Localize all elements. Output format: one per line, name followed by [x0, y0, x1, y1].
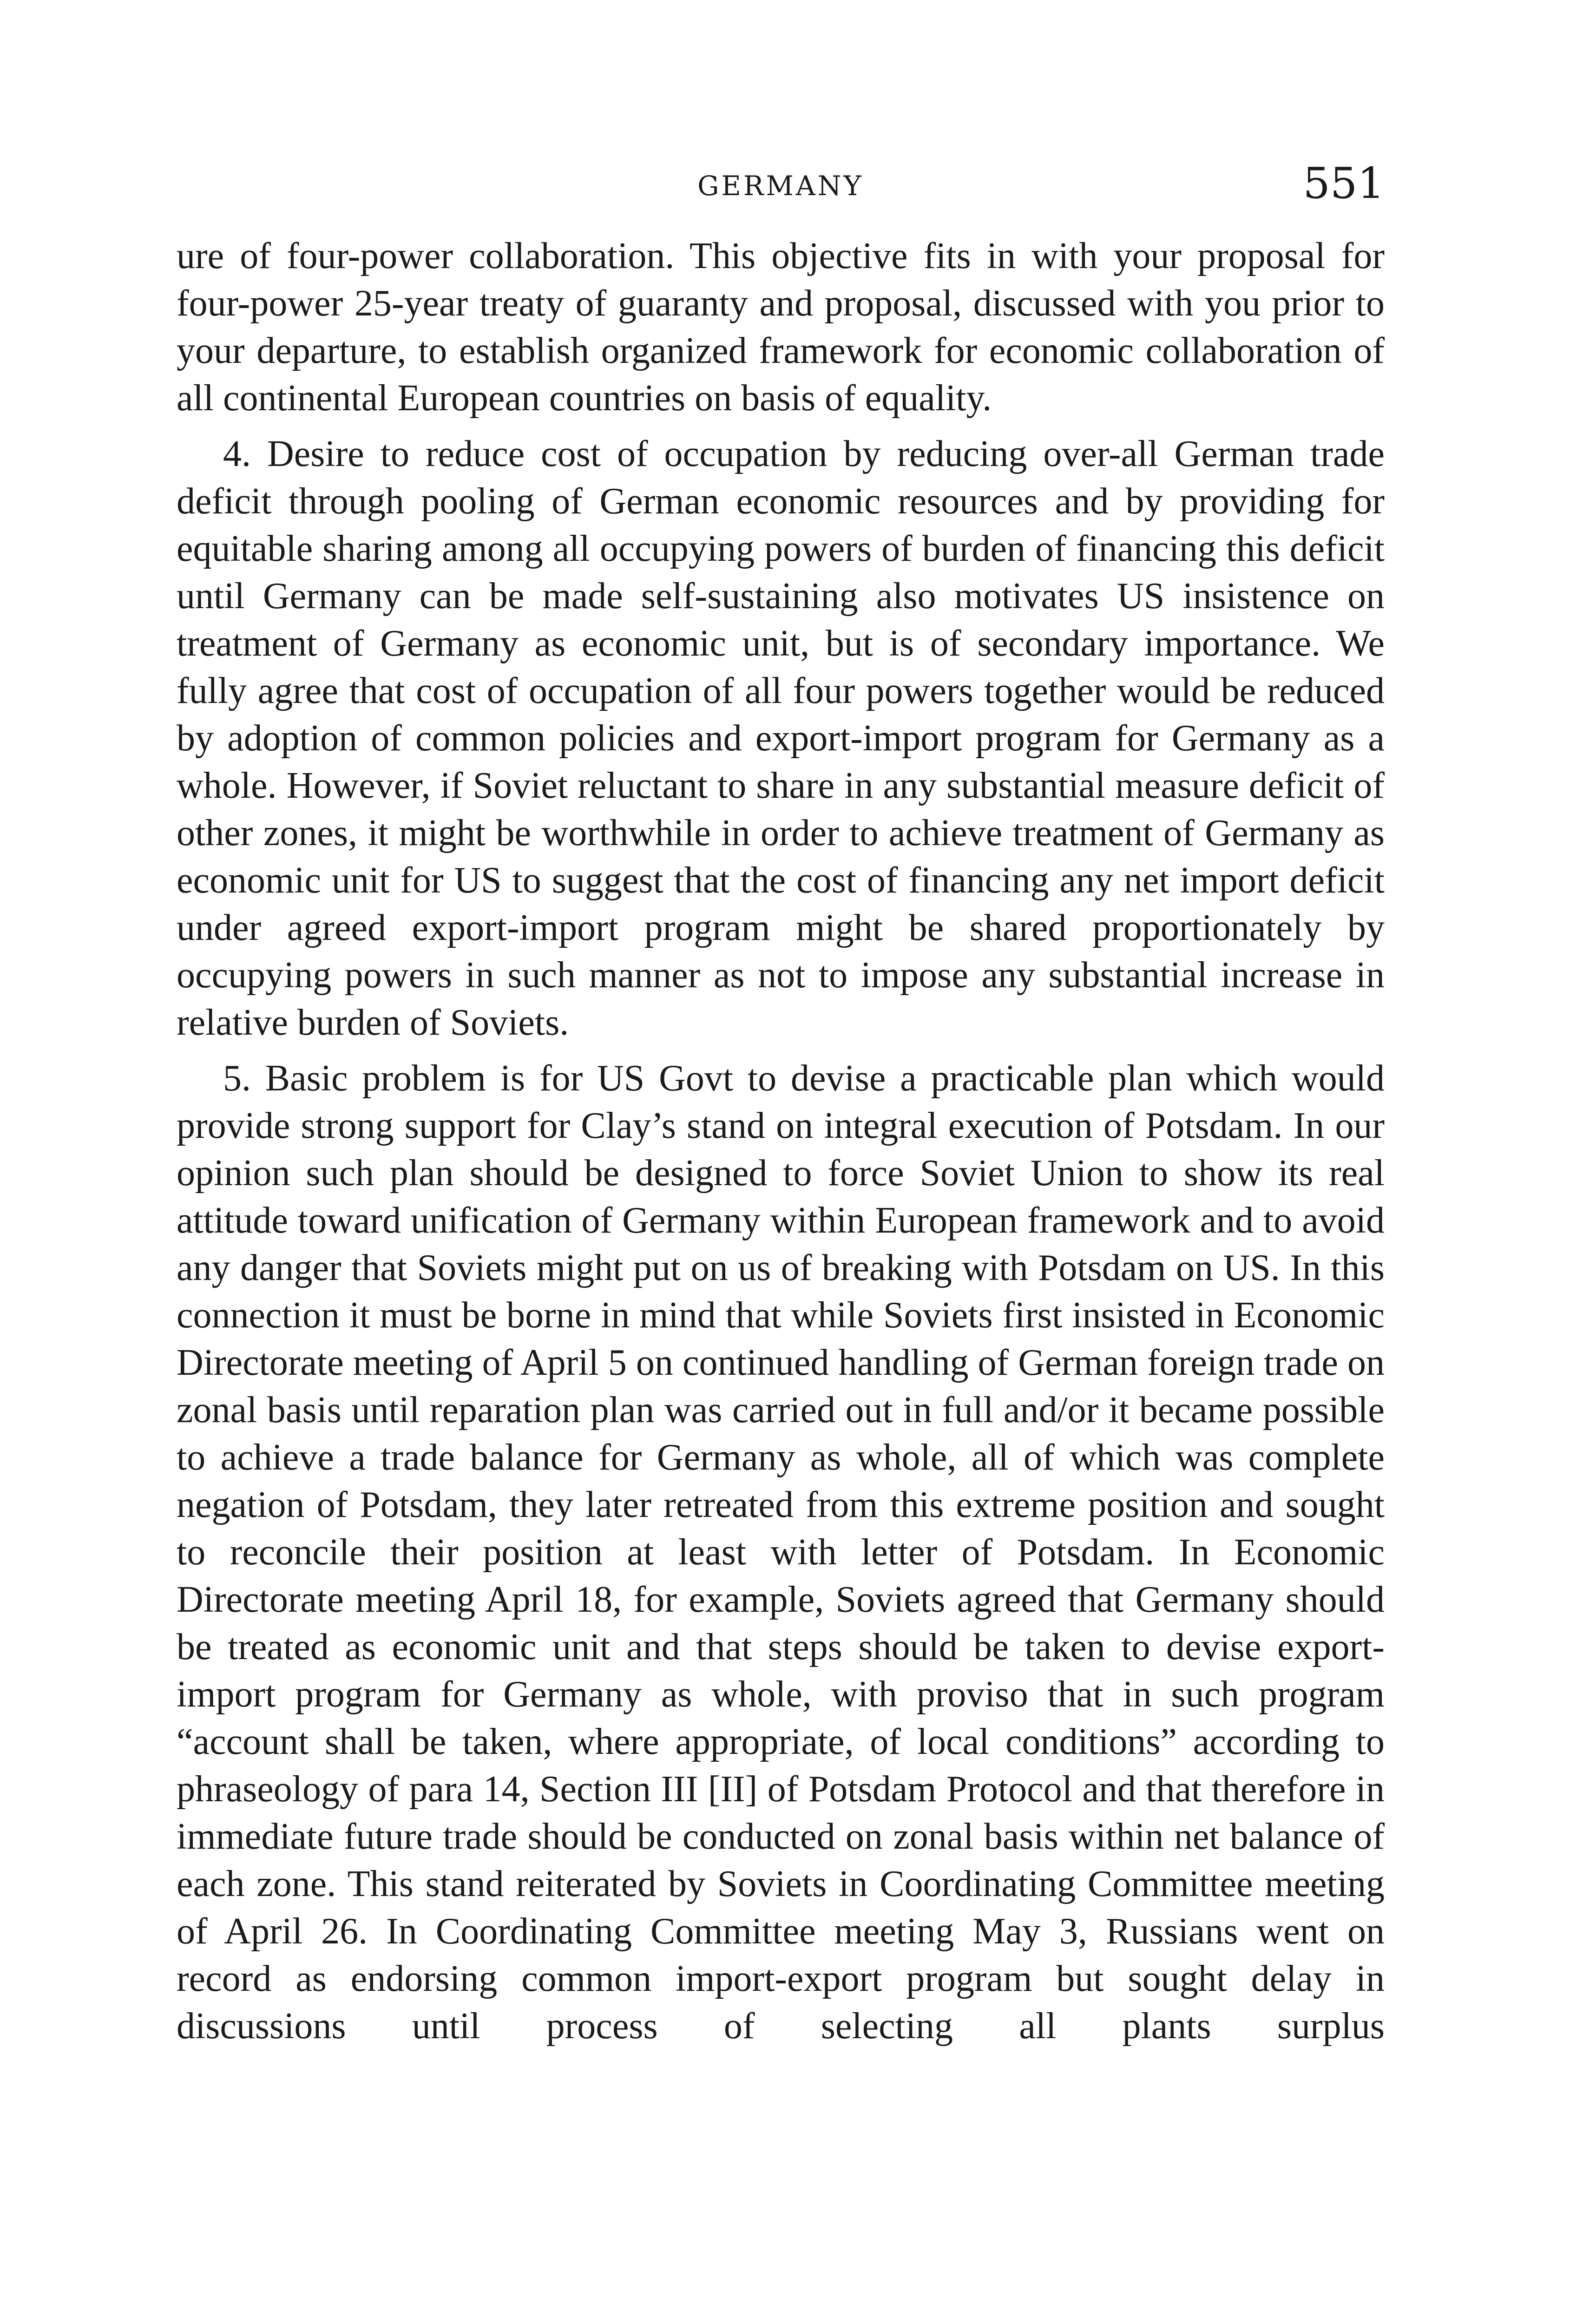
- paragraph-5: 5. Basic problem is for US Govt to devise a practicable plan which would provide strong support for Clay’s stand on integral execution of Potsdam. In our opinion such plan should be designed to force Soviet Union to show its real attitude toward unification of Germany within European framework and to avoid any danger that Soviets might put on us of breaking with Potsdam on US. In this connection it must be borne in mind that while Soviets first insisted in Economic Directorate meeting of April 5 on continued handling of German foreign trade on zonal basis until reparation plan was carried out in full and/or it became possible to achieve a trade balance for Germany as whole, all of which was complete negation of Potsdam, they later retreated from this extreme position and sought to reconcile their position at least with letter of Potsdam. In Economic Directorate meeting April 18, for example, Soviets agreed that Germany should be treated as economic unit and that steps should be taken to devise export-import program for Germany as whole, with proviso that in such program “account shall be taken, where appropriate, of local conditions” according to phraseology of para 14, Section III [II] of Potsdam Protocol and that therefore in immediate future trade should be conducted on zonal basis within net balance of each zone. This stand reiterated by Soviets in Coordinating Committee meeting of April 26. In Coordinating Committee meeting May 3, Russians went on record as endorsing common import-export program but sought delay in discussions until process of selecting all plants surplus: [177, 1058, 1385, 2047]
- body-text: [177, 232, 1385, 2050]
- paragraph-4: 4. Desire to reduce cost of occupation by reducing over-all German trade deficit through pooling of German economic resources and by providing for equitable sharing among all occupying powers of burden of financing this deficit until Germany can be made self-sustaining also motivates US insistence on treatment of Germany as economic unit, but is of secondary importance. We fully agree that cost of occupation of all four powers together would be reduced by adoption of common policies and export-import program for Germany as a whole. However, if Soviet reluctant to share in any substantial measure deficit of other zones, it might be worthwhile in order to achieve treatment of Germany as economic unit for US to suggest that the cost of financing any net import deficit under agreed export-import program might be shared proportionately by occupying powers in such manner as not to impose any substantial increase in relative burden of Soviets.: [177, 433, 1385, 1043]
- paragraph-continuation: ure of four-power collaboration. This objective fits in with your proposal for four-power 25-year treaty of guaranty and proposal, discussed with you prior to your departure, to establish organized framework for economic collaboration of all continental European countries on basis of equality.: [177, 236, 1385, 419]
- page-header: [177, 153, 1385, 218]
- page-number: 551: [1303, 158, 1385, 208]
- running-head: GERMANY: [697, 170, 864, 202]
